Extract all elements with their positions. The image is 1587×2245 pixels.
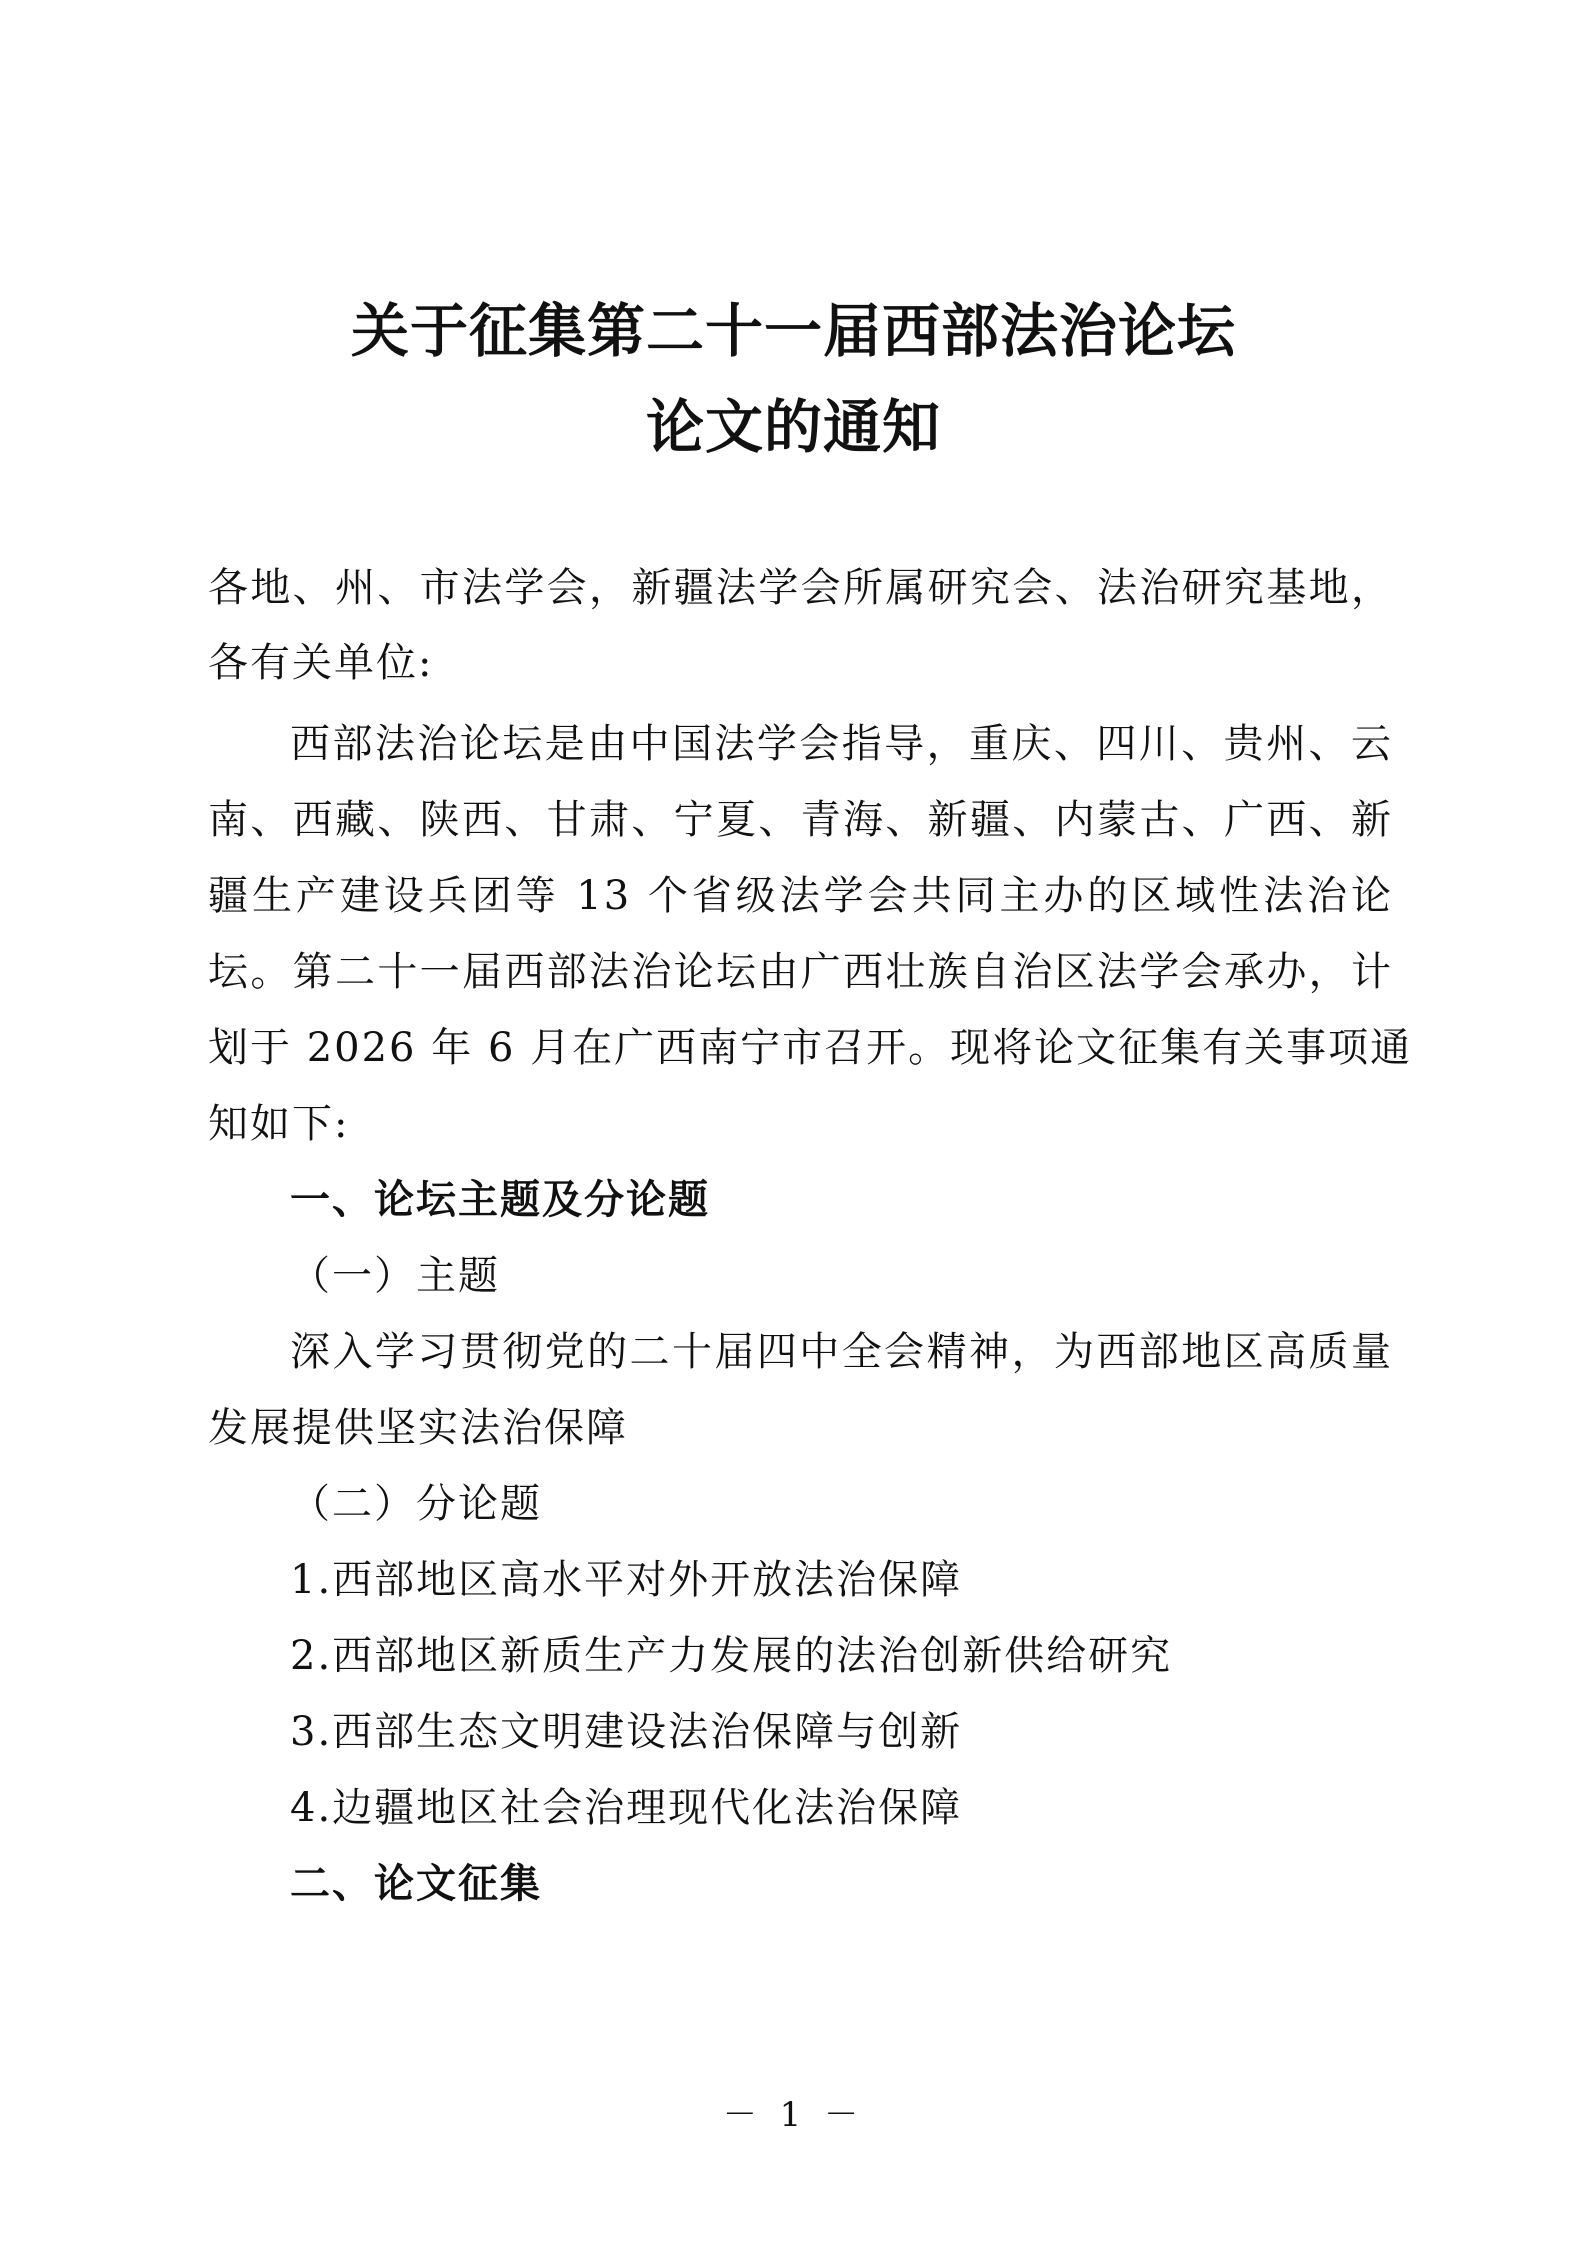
intro-paragraph-line: 坛。第二十一届西部法治论坛由广西壮族自治区法学会承办，计 <box>208 949 1393 995</box>
salutation-line-2: 各有关单位: <box>208 640 434 686</box>
topic-list-item: 1.西部地区高水平对外开放法治保障 <box>290 1557 963 1603</box>
section-heading-1: 一、论坛主题及分论题 <box>290 1177 710 1223</box>
intro-paragraph-line: 知如下: <box>208 1101 350 1147</box>
topic-list-item: 4.边疆地区社会治理现代化法治保障 <box>290 1785 963 1831</box>
theme-paragraph-line: 深入学习贯彻党的二十届四中全会精神，为西部地区高质量 <box>290 1329 1393 1375</box>
topic-list-item: 2.西部地区新质生产力发展的法治创新供给研究 <box>290 1633 1173 1679</box>
subsection-heading-theme: （一）主题 <box>290 1253 500 1299</box>
intro-paragraph-line: 西部法治论坛是由中国法学会指导，重庆、四川、贵州、云 <box>290 721 1393 767</box>
intro-paragraph-line: 划于 2026 年 6 月在广西南宁市召开。现将论文征集有关事项通 <box>208 1025 1413 1071</box>
intro-paragraph-line: 南、西藏、陕西、甘肃、宁夏、青海、新疆、内蒙古、广西、新 <box>208 797 1393 843</box>
salutation-line-1: 各地、州、市法学会，新疆法学会所属研究会、法治研究基地， <box>208 565 1393 611</box>
topic-list-item: 3.西部生态文明建设法治保障与创新 <box>290 1709 963 1755</box>
document-title-line-1: 关于征集第二十一届西部法治论坛 <box>350 297 1236 365</box>
document-title-line-2: 论文的通知 <box>645 393 941 461</box>
section-heading-2: 二、论文征集 <box>290 1861 542 1907</box>
intro-paragraph-line: 疆生产建设兵团等 13 个省级法学会共同主办的区域性法治论 <box>208 873 1393 919</box>
subsection-heading-topics: （二）分论题 <box>290 1481 542 1527</box>
page-number: － 1 － <box>722 2095 865 2135</box>
theme-paragraph-line: 发展提供坚实法治保障 <box>208 1405 628 1451</box>
